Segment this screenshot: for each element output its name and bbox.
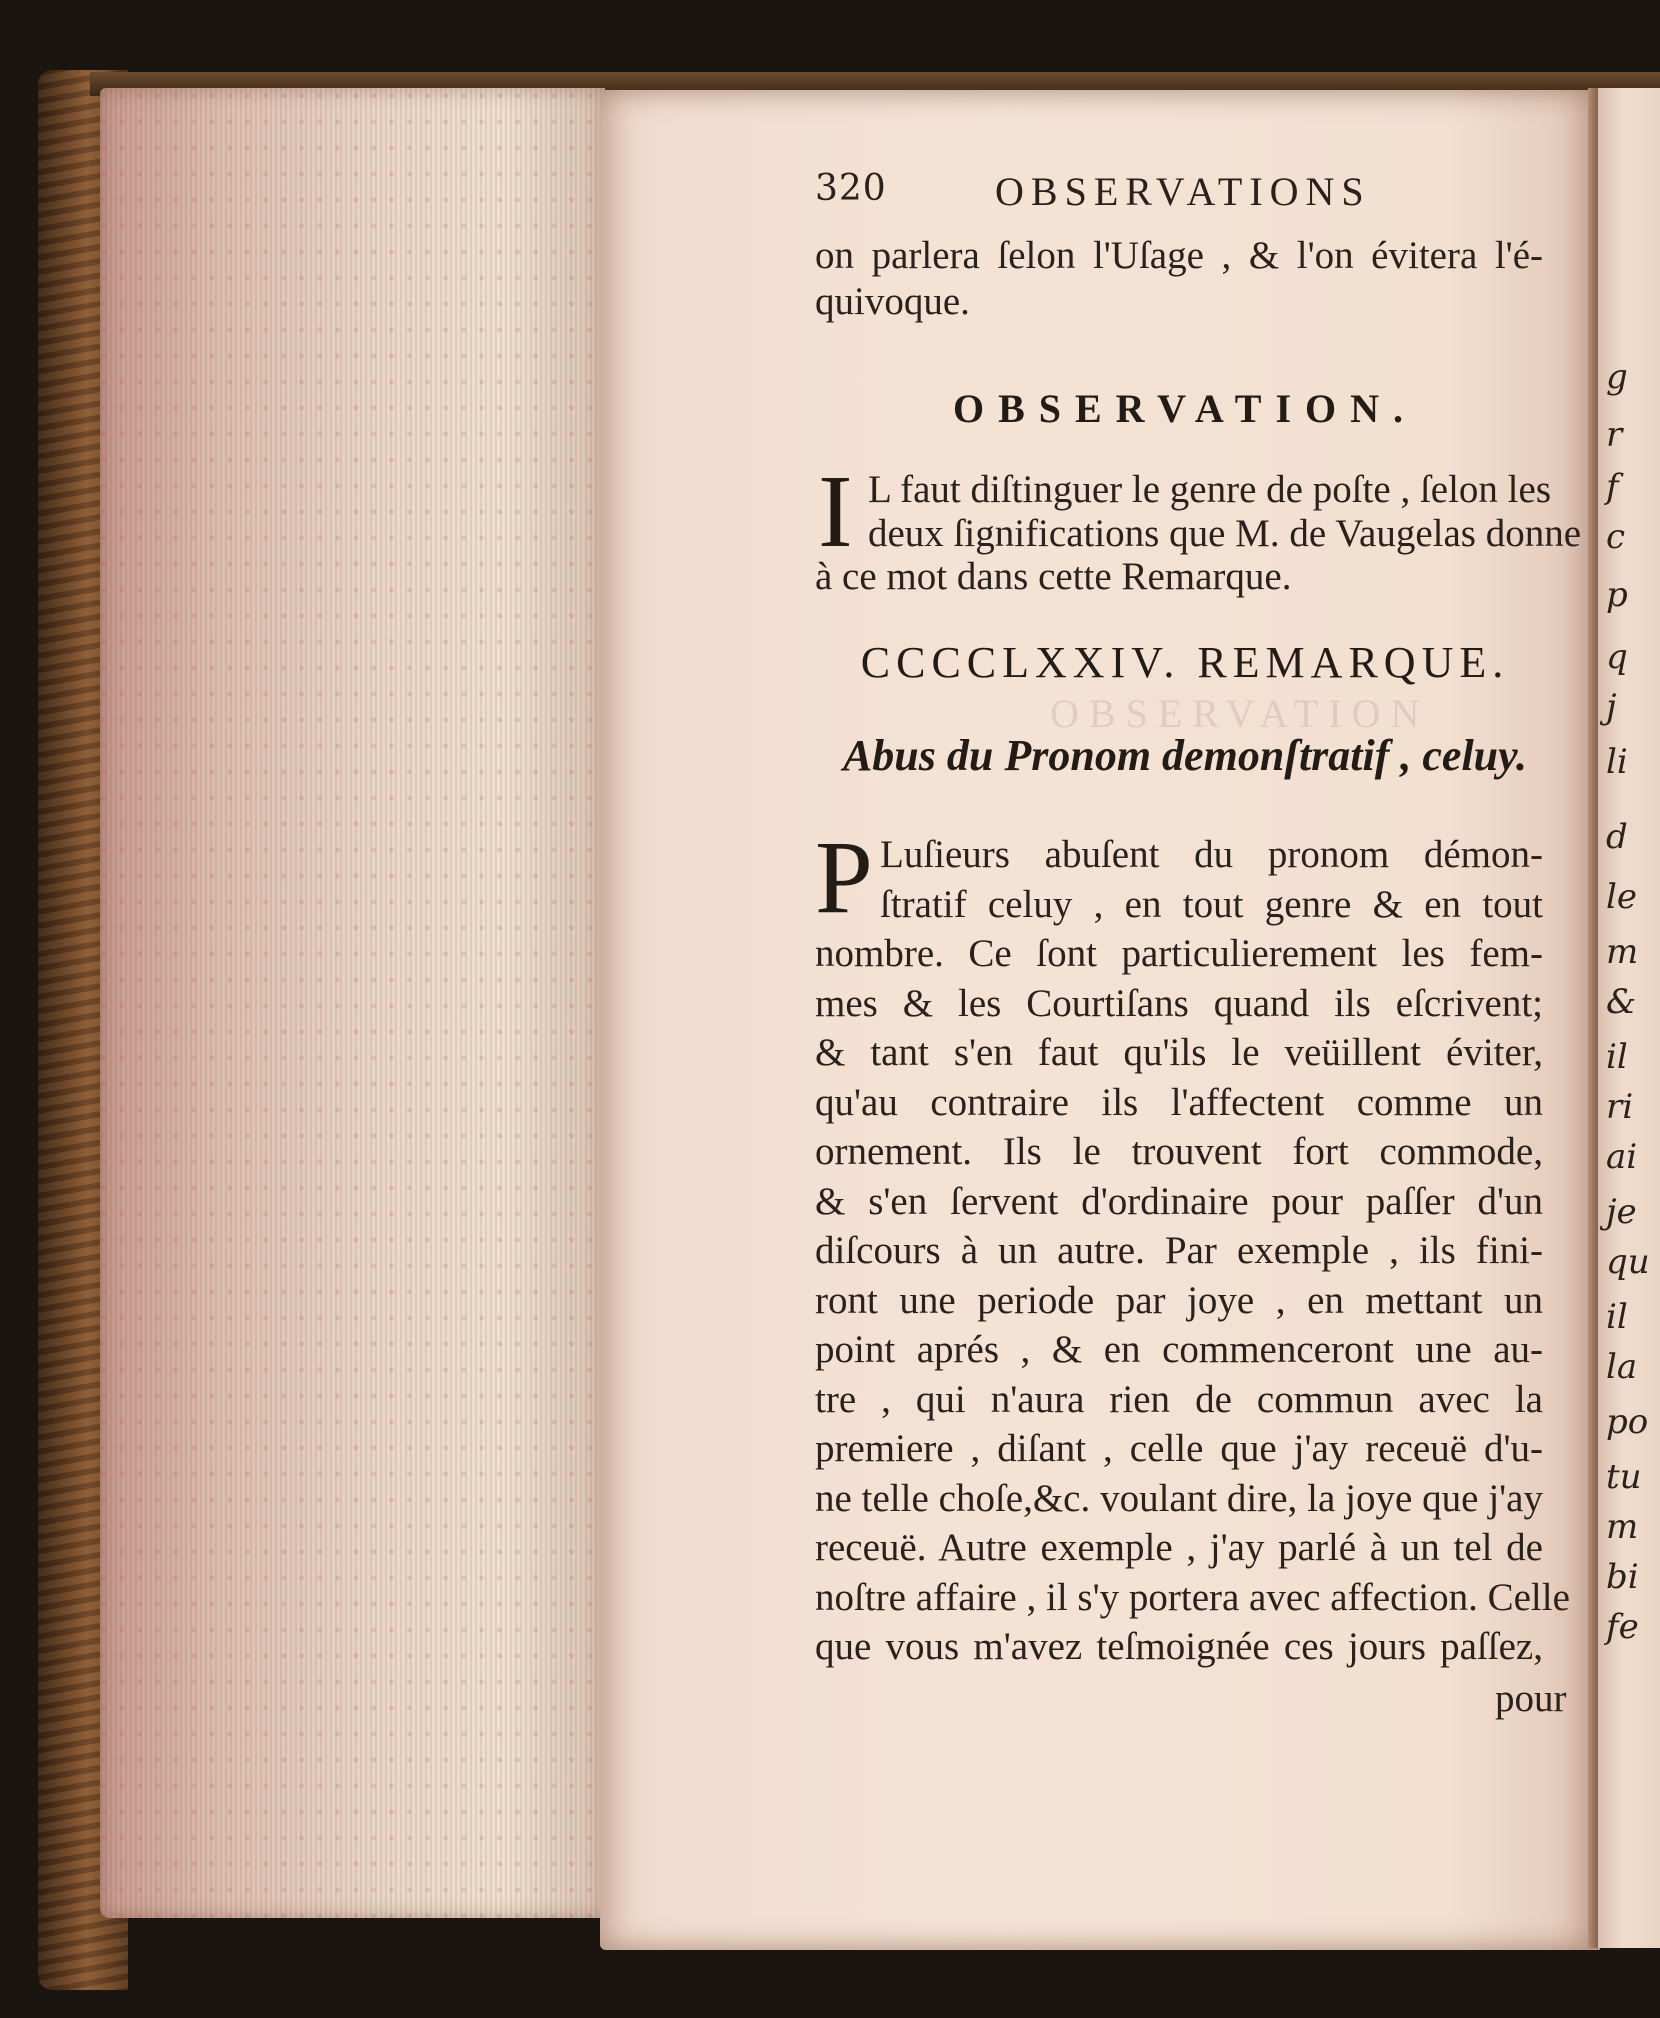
- observation-heading: OBSERVATION.: [952, 386, 1418, 431]
- text-line: mes & les Courtiſans quand ils eſcrivent;: [815, 981, 1543, 1025]
- catchword: pour: [1495, 1676, 1567, 1720]
- facing-page-fragment: m: [1606, 1507, 1639, 1547]
- facing-page-fragment: po: [1606, 1402, 1649, 1442]
- text-line: diſcours à un autre. Par exemple , ils fini-: [815, 1229, 1543, 1272]
- text-line: tre , qui n'aura rien de commun avec la: [815, 1377, 1543, 1421]
- facing-page-fragment: li: [1606, 742, 1628, 782]
- facing-page-fragment: qu: [1606, 1242, 1650, 1282]
- text-line: que vous m'avez teſmoignée ces jours paſſez,: [815, 1625, 1543, 1668]
- facing-page-fragment: &: [1606, 982, 1637, 1022]
- text-line: & s'en ſervent d'ordinaire pour paſſer d'un: [815, 1179, 1543, 1223]
- text-line: L faut diſtinguer le genre de poſte , ſelon les: [868, 468, 1551, 511]
- facing-page-fragment: g: [1606, 357, 1628, 397]
- facing-page-fragment: ri: [1606, 1087, 1634, 1127]
- remark-subtitle: Abus du Pronom demonſtratif , celuy.: [842, 731, 1528, 780]
- text-line: & tant s'en faut qu'ils le veüillent éviter,: [815, 1031, 1543, 1074]
- text-line: ſtratif celuy , en tout genre & en tout: [880, 882, 1543, 926]
- text-line: premiere , diſant , celle que j'ay receuë d'u-: [815, 1427, 1543, 1470]
- text-line: quivoque.: [815, 280, 970, 323]
- facing-page-fragment: le: [1606, 877, 1637, 917]
- remark-heading: CCCCLXXIV. REMARQUE.: [860, 638, 1510, 687]
- facing-page-fragment: r: [1606, 415, 1623, 455]
- facing-page-fragment: f: [1606, 467, 1619, 507]
- facing-page-fragment: la: [1606, 1347, 1638, 1387]
- facing-page-fragment: fe: [1606, 1607, 1639, 1647]
- facing-page-fragment: ai: [1606, 1137, 1638, 1177]
- facing-page-fragment: j: [1606, 687, 1617, 727]
- running-title: OBSERVATIONS: [995, 169, 1371, 214]
- text-line: qu'au contraire ils l'affectent comme un: [815, 1080, 1543, 1124]
- text-line: nombre. Ce ſont particulierement les fem-: [815, 932, 1543, 975]
- text-line: point aprés , & en commenceront une au-: [815, 1328, 1543, 1371]
- text-line: deux ſignifications que M. de Vaugelas donne: [868, 512, 1582, 555]
- show-through-text: OBSERVATION: [1050, 691, 1430, 736]
- text-line: receuë. Autre exemple , j'ay parlé à un tel de: [815, 1526, 1543, 1569]
- running-head: [815, 168, 1560, 218]
- page-number: 320: [815, 168, 887, 209]
- text-line: on parlera ſelon l'Uſage , & l'on évitera l'é-: [815, 234, 1543, 277]
- facing-page-fragment: il: [1606, 1297, 1628, 1337]
- facing-page-fragment: c: [1606, 517, 1626, 557]
- facing-page-fragment: je: [1606, 1192, 1637, 1232]
- facing-page-fragment: q: [1606, 637, 1628, 677]
- facing-page-fragment: tu: [1606, 1457, 1642, 1497]
- facing-page-fragment: p: [1606, 575, 1628, 615]
- facing-page-fragment: d: [1606, 817, 1628, 857]
- text-line: ne telle choſe,&c. voulant dire, la joye que j'ay: [815, 1476, 1543, 1520]
- facing-page-fragment: m: [1606, 932, 1639, 972]
- text-line: Luſieurs abuſent du pronom démon-: [880, 833, 1543, 876]
- page-edges: [100, 88, 605, 1918]
- facing-page-fragment: il: [1606, 1037, 1628, 1077]
- text-line: noſtre affaire , il s'y portera avec affection. Celle: [815, 1575, 1570, 1619]
- drop-cap-p: P: [815, 820, 873, 935]
- text-line: ornement. Ils le trouvent fort commode,: [815, 1130, 1543, 1173]
- facing-page-fragment: bi: [1606, 1557, 1639, 1597]
- text-line: ront une periode par joye , en mettant un: [815, 1278, 1543, 1322]
- text-line: à ce mot dans cette Remarque.: [815, 555, 1292, 598]
- drop-cap-i: I: [818, 454, 853, 569]
